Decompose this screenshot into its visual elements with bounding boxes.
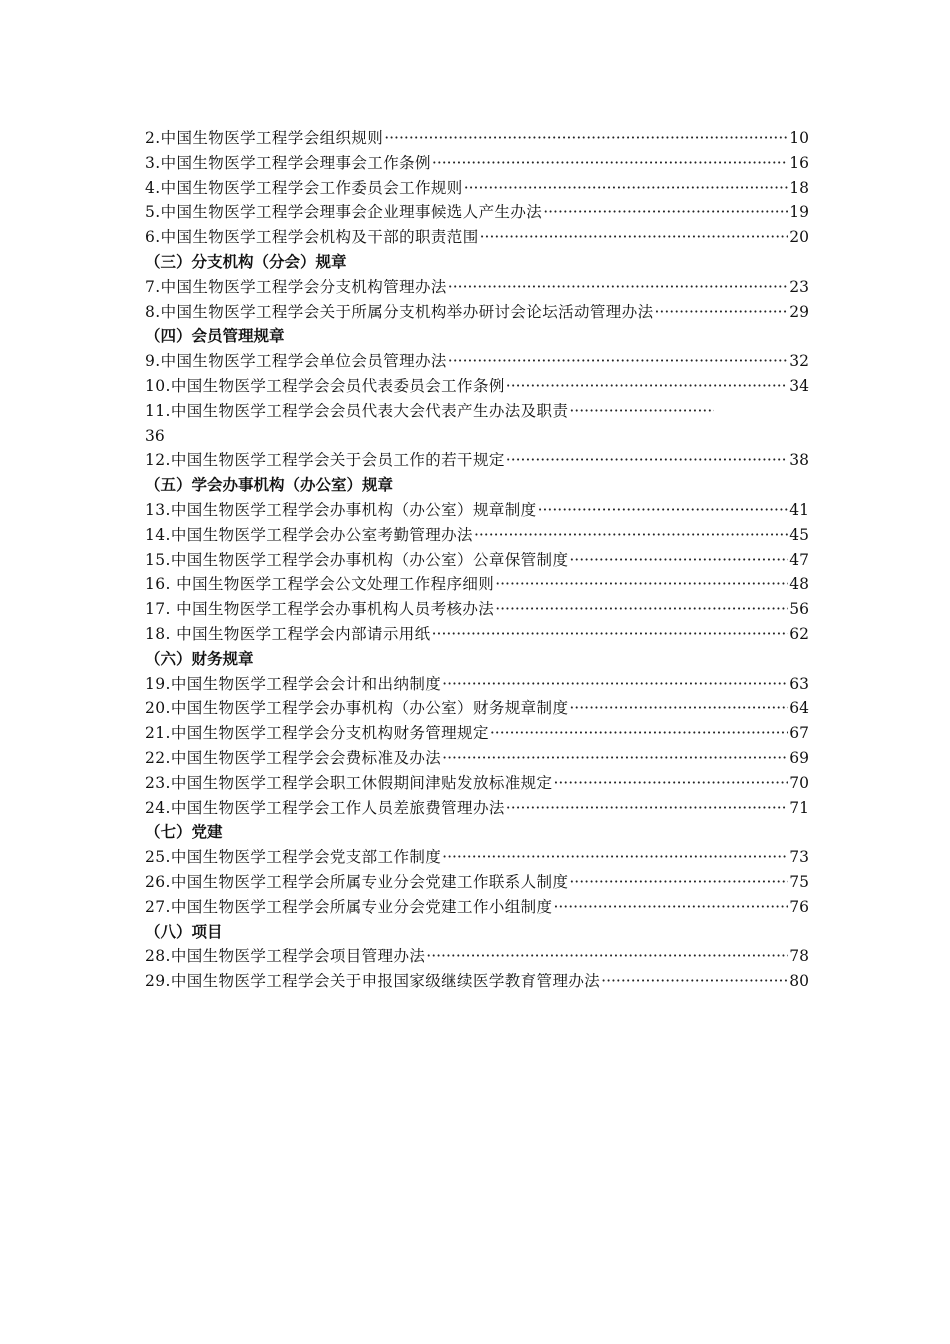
dot-leader — [426, 947, 788, 965]
toc-entry[interactable] — [145, 225, 809, 250]
toc-entry-title: 18. 中国生物医学工程学会内部请示用纸 — [145, 624, 431, 643]
dot-leader — [432, 625, 789, 643]
toc-entry-title: 12.中国生物医学工程学会关于会员工作的若干规定 — [145, 451, 505, 470]
toc-entry-page: 41 — [789, 500, 809, 519]
section-heading: （四）会员管理规章 — [145, 327, 285, 346]
toc-entry-page: 23 — [789, 277, 809, 296]
dot-leader — [384, 129, 788, 147]
toc-entry-title: 19.中国生物医学工程学会会计和出纳制度 — [145, 674, 442, 693]
toc-entry-page: 16 — [789, 153, 809, 172]
toc-entry-title: 27.中国生物医学工程学会所属专业分会党建工作小组制度 — [145, 897, 553, 916]
toc-entry[interactable] — [145, 771, 809, 796]
toc-entry-page: 20 — [789, 228, 809, 247]
toc-entry-title: 2.中国生物医学工程学会组织规则 — [145, 129, 384, 147]
dot-leader — [506, 451, 789, 469]
dot-leader — [442, 749, 788, 767]
toc-entry[interactable] — [145, 572, 809, 597]
toc-entry[interactable] — [145, 448, 809, 473]
toc-entry-page: 10 — [789, 129, 809, 147]
toc-entry[interactable] — [145, 721, 809, 746]
toc-entry[interactable] — [145, 969, 809, 994]
dot-leader — [432, 154, 788, 172]
toc-entry-page: 36 — [145, 426, 165, 445]
dot-leader — [569, 402, 714, 420]
toc-entry[interactable] — [145, 399, 809, 424]
toc-entry-title: 9.中国生物医学工程学会单位会员管理办法 — [145, 352, 447, 371]
toc-entry[interactable] — [145, 746, 809, 771]
dot-leader — [538, 501, 789, 519]
dot-leader — [442, 848, 788, 866]
toc-entry-title: 13.中国生物医学工程学会办事机构（办公室）规章制度 — [145, 500, 537, 519]
toc-entry[interactable] — [145, 151, 809, 176]
toc-entry-page: 71 — [789, 798, 809, 817]
dot-leader — [553, 774, 788, 792]
toc-entry-page: 34 — [789, 376, 809, 395]
toc-entry-title: 10.中国生物医学工程学会会员代表委员会工作条例 — [145, 376, 505, 395]
toc-entry-page: 63 — [789, 674, 809, 693]
toc-entry-title: 22.中国生物医学工程学会会费标准及办法 — [145, 748, 442, 767]
dot-leader — [569, 873, 788, 891]
toc-entry-page: 64 — [789, 699, 809, 718]
section-heading: （六）财务规章 — [145, 649, 254, 668]
toc-entry[interactable] — [145, 349, 809, 374]
dot-leader — [442, 675, 788, 693]
dot-leader — [448, 352, 788, 370]
dot-leader — [495, 600, 788, 618]
dot-leader — [506, 799, 789, 817]
toc-entry[interactable] — [145, 200, 809, 225]
toc-entry[interactable] — [145, 895, 809, 920]
toc-entry[interactable] — [145, 696, 809, 721]
toc-entry[interactable] — [145, 672, 809, 697]
dot-leader — [553, 898, 788, 916]
section-heading: （八）项目 — [145, 922, 223, 941]
toc-entry-page: 18 — [789, 178, 809, 197]
toc-entry-title: 3.中国生物医学工程学会理事会工作条例 — [145, 153, 431, 172]
toc-entry-page: 45 — [789, 525, 809, 544]
toc-entry-page: 69 — [789, 748, 809, 767]
dot-leader — [569, 551, 788, 569]
section-heading: （七）党建 — [145, 823, 223, 842]
toc-entry-title: 8.中国生物医学工程学会关于所属分支机构举办研讨会论坛活动管理办法 — [145, 302, 654, 321]
toc-entry-title: 24.中国生物医学工程学会工作人员差旅费管理办法 — [145, 798, 505, 817]
toc-entry-title: 14.中国生物医学工程学会办公室考勤管理办法 — [145, 525, 473, 544]
toc-entry[interactable] — [145, 498, 809, 523]
toc-entry[interactable] — [145, 870, 809, 895]
toc-entry-title: 16. 中国生物医学工程学会公文处理工作程序细则 — [145, 575, 495, 594]
toc-entry-title: 29.中国生物医学工程学会关于申报国家级继续医学教育管理办法 — [145, 972, 601, 991]
dot-leader — [448, 278, 788, 296]
toc-entry[interactable] — [145, 300, 809, 325]
toc-entry-page: 19 — [789, 203, 809, 222]
table-of-contents — [145, 126, 809, 994]
toc-entry-page: 29 — [789, 302, 809, 321]
toc-entry-title: 20.中国生物医学工程学会办事机构（办公室）财务规章制度 — [145, 699, 569, 718]
toc-entry-title: 4.中国生物医学工程学会工作委员会工作规则 — [145, 178, 463, 197]
toc-entry[interactable] — [145, 548, 809, 573]
dot-leader — [480, 228, 789, 246]
toc-entry-title: 28.中国生物医学工程学会项目管理办法 — [145, 947, 426, 966]
toc-entry-title: 23.中国生物医学工程学会职工休假期间津贴发放标准规定 — [145, 773, 553, 792]
toc-entry[interactable] — [145, 523, 809, 548]
toc-entry[interactable] — [145, 126, 809, 151]
toc-entry[interactable] — [145, 275, 809, 300]
toc-entry-title: 15.中国生物医学工程学会办事机构（办公室）公章保管制度 — [145, 550, 569, 569]
toc-entry-page: 56 — [789, 600, 809, 619]
dot-leader — [490, 724, 788, 742]
dot-leader — [506, 377, 789, 395]
toc-entry-title: 17. 中国生物医学工程学会办事机构人员考核办法 — [145, 600, 495, 619]
toc-entry-page: 67 — [789, 724, 809, 743]
dot-leader — [464, 179, 789, 197]
toc-entry-page: 75 — [789, 872, 809, 891]
toc-entry[interactable] — [145, 374, 809, 399]
toc-entry-page: 80 — [789, 972, 809, 991]
dot-leader — [495, 575, 788, 593]
toc-entry-page: 73 — [789, 848, 809, 867]
toc-entry-title: 6.中国生物医学工程学会机构及干部的职责范围 — [145, 228, 479, 247]
toc-entry-page: 76 — [789, 897, 809, 916]
toc-entry-title: 25.中国生物医学工程学会党支部工作制度 — [145, 848, 442, 867]
toc-entry-title: 26.中国生物医学工程学会所属专业分会党建工作联系人制度 — [145, 872, 569, 891]
dot-leader — [569, 699, 788, 717]
toc-entry[interactable] — [145, 845, 809, 870]
dot-leader — [655, 303, 789, 321]
toc-entry-title: 21.中国生物医学工程学会分支机构财务管理规定 — [145, 724, 489, 743]
toc-entry-page: 38 — [789, 451, 809, 470]
toc-entry[interactable] — [145, 597, 809, 622]
toc-entry-title: 5.中国生物医学工程学会理事会企业理事候选人产生办法 — [145, 203, 543, 222]
toc-entry-page: 70 — [789, 773, 809, 792]
section-heading: （三）分支机构（分会）规章 — [145, 252, 347, 271]
toc-entry[interactable] — [145, 176, 809, 201]
dot-leader — [474, 526, 788, 544]
toc-entry-page: 48 — [789, 575, 809, 594]
dot-leader — [543, 203, 788, 221]
toc-entry-page: 78 — [789, 947, 809, 966]
toc-entry-page: 32 — [789, 352, 809, 371]
section-heading: （五）学会办事机构（办公室）规章 — [145, 476, 394, 495]
toc-entry[interactable] — [145, 622, 809, 647]
toc-entry-title: 7.中国生物医学工程学会分支机构管理办法 — [145, 277, 447, 296]
toc-entry-page: 47 — [789, 550, 809, 569]
toc-entry[interactable] — [145, 944, 809, 969]
dot-leader — [601, 972, 788, 990]
toc-entry-page: 62 — [789, 624, 809, 643]
toc-entry-title: 11.中国生物医学工程学会会员代表大会代表产生办法及职责 — [145, 401, 569, 420]
toc-entry[interactable] — [145, 796, 809, 821]
